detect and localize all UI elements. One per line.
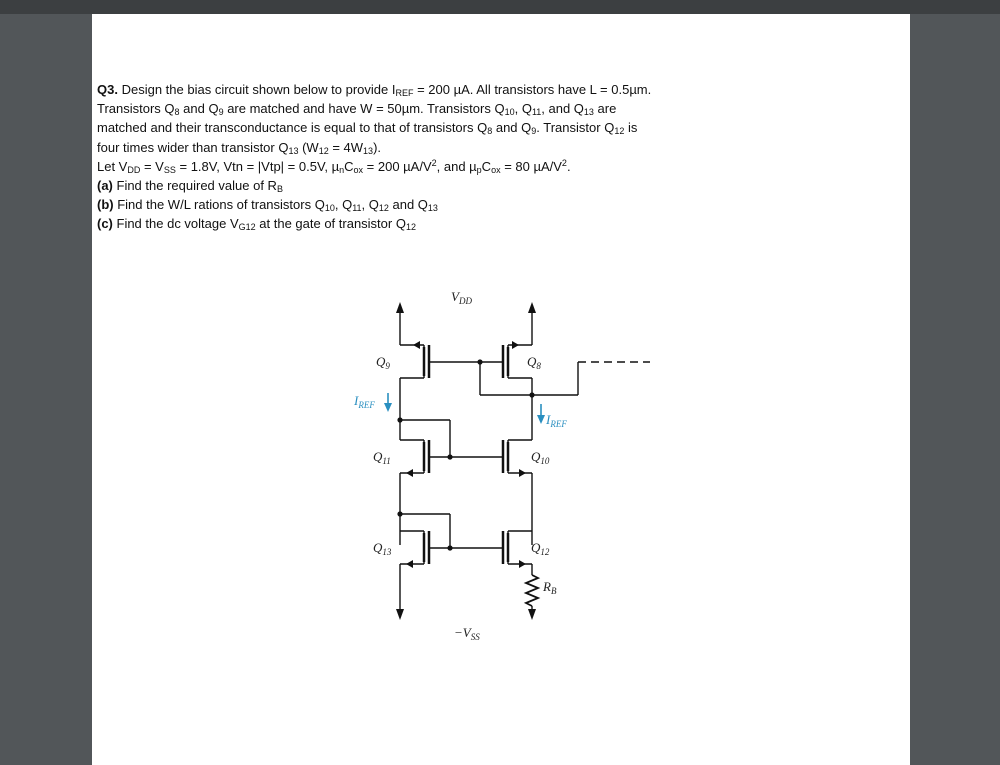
q-sub: 13	[363, 145, 374, 156]
part-a-label: (a)	[97, 178, 113, 194]
q-sub: n	[339, 164, 345, 175]
q10-label: $Q_{10}$	[531, 449, 550, 466]
q-sub: ox	[491, 164, 501, 175]
q-sub: 12	[614, 126, 625, 137]
q-text: and Q	[492, 120, 532, 136]
q-text: = 80 µA/V	[500, 158, 562, 174]
q-sub: ox	[353, 164, 364, 175]
q-text: (W	[298, 139, 319, 155]
q-sub: 8	[174, 107, 180, 118]
q-sub: 9	[531, 126, 537, 137]
q-text: , and µ	[436, 158, 477, 174]
q8-label: $Q_8$	[527, 354, 541, 371]
q-text: C	[344, 158, 354, 174]
q12-label: $Q_{12}$	[531, 540, 550, 557]
q-sub: 12	[318, 145, 329, 156]
q-text: matched and their transconductance is equal to that of transistors Q	[97, 120, 488, 136]
q-sub: 13	[288, 145, 299, 156]
junction-dots	[397, 359, 534, 550]
q-text: .	[566, 158, 571, 174]
q-text: , and Q	[541, 101, 584, 117]
q-sub: 13	[427, 203, 438, 214]
q-text: is	[624, 120, 638, 136]
q-sub: REF	[395, 88, 414, 98]
q-text: Let V	[97, 158, 128, 174]
vss-label: $-V_{SS}$	[454, 625, 480, 642]
part-c-label: (c)	[97, 216, 113, 232]
q-text: Design the bias circuit shown below to provide I	[121, 82, 396, 97]
q-sub: G12	[238, 222, 256, 233]
q-sub: 9	[218, 107, 224, 118]
q-text: = 200 µA/V	[363, 158, 432, 174]
q9-label: $Q_9$	[376, 354, 390, 371]
q-text: at the gate of transistor Q	[255, 216, 406, 232]
q-sub: p	[476, 164, 482, 175]
q-text: and Q	[388, 197, 428, 213]
q-text: . Transistor Q	[536, 120, 615, 136]
q-text: = 4W	[328, 139, 364, 155]
q-sub: DD	[127, 164, 141, 175]
q-sub: 12	[378, 203, 389, 214]
iref-label-left: $I_{REF}$	[354, 393, 375, 410]
q-text: ).	[373, 139, 382, 155]
q-sub: 13	[583, 107, 594, 118]
q11-label: $Q_{11}$	[373, 449, 391, 466]
q-sub: 8	[487, 126, 493, 137]
q-sub: 11	[352, 203, 362, 214]
q-text: Find the required value of R	[112, 178, 277, 194]
q-text: = 1.8V, Vtn = |Vtp| = 0.5V, µ	[175, 158, 340, 174]
q13-label: $Q_{13}$	[373, 540, 392, 557]
part-b-label: (b)	[97, 197, 114, 213]
circuit-wires	[396, 302, 650, 620]
q-sub: 12	[405, 222, 416, 233]
q-text: , Q	[334, 197, 353, 213]
q-text: are	[593, 101, 617, 117]
q-sub: 10	[324, 203, 335, 214]
q-text: and Q	[179, 101, 219, 117]
q-text: = V	[140, 158, 164, 174]
q-text: Find the W/L rations of transistors Q	[113, 197, 325, 213]
q-text: C	[481, 158, 492, 174]
q-text: , Q	[361, 197, 379, 213]
q-text: , Q	[514, 101, 532, 117]
q-sup: 2	[561, 157, 567, 168]
q-sup: 2	[431, 157, 437, 168]
vdd-label: $V_{DD}$	[451, 289, 472, 306]
q-sub: 11	[531, 107, 542, 118]
q-text: are matched and have W = 50µm. Transistors Q	[223, 101, 505, 117]
q-text: four times wider than transistor Q	[97, 139, 289, 155]
rb-label: $R_B$	[543, 579, 557, 596]
question-number: Q3.	[97, 82, 118, 97]
q-sub: 10	[504, 107, 515, 118]
q-text: Find the dc voltage V	[112, 216, 239, 232]
iref-label-right: $I_{REF}$	[546, 412, 567, 429]
q-sub: B	[276, 184, 283, 195]
q-text: = 200 µA. All transistors have L = 0.5µm.	[413, 82, 652, 97]
q-text: Transistors Q	[97, 101, 175, 117]
q-sub: SS	[163, 164, 176, 175]
